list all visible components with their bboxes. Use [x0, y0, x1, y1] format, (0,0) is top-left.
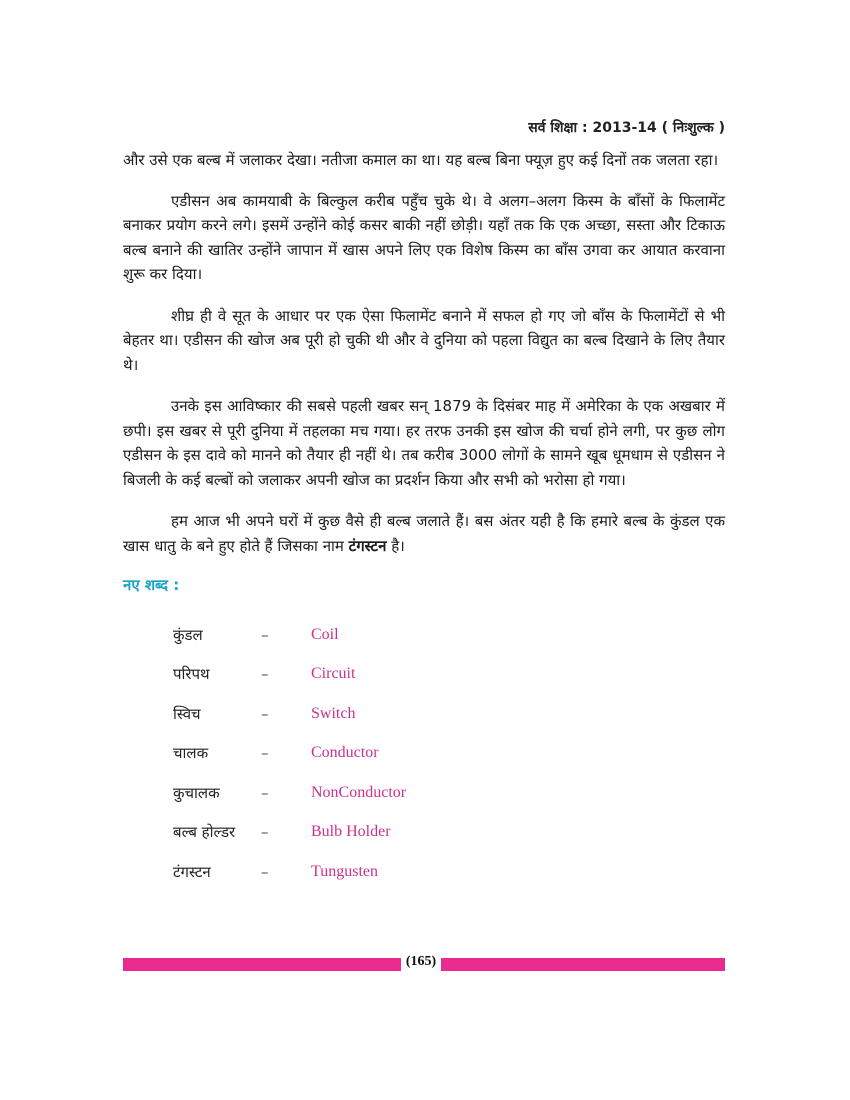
vocab-dash: –	[261, 704, 269, 723]
paragraph: शीघ्र ही वे सूत के आधार पर एक ऐसा फिलामेंट बनाने में सफल हो गए जो बाँस के फिलामेंटों से भी बेहतर था। एडीसन की खोज अब पूरी हो चुकी थी और वे दुनिया को पहला विद्युत का बल्ब दिखाने के लिए तैयार थे।	[123, 306, 725, 374]
footer-bar-left	[123, 958, 401, 971]
page-content	[123, 148, 725, 892]
paragraph-end: है।	[391, 536, 405, 555]
bold-term: टंगस्टन	[348, 536, 387, 555]
vocab-title: नए शब्द :	[123, 576, 180, 594]
vocab-hindi: टंगस्टन	[173, 862, 211, 881]
vocab-dash: –	[261, 783, 269, 802]
vocab-row	[173, 615, 725, 655]
page-header: सर्व शिक्षा : 2013-14 ( निःशुल्क )	[528, 120, 725, 136]
vocab-english: Coil	[311, 625, 339, 643]
vocab-row	[173, 813, 725, 853]
vocab-dash: –	[261, 862, 269, 881]
vocab-english: NonConductor	[311, 783, 407, 801]
vocab-dash: –	[261, 625, 269, 644]
footer-bar-right	[441, 958, 725, 971]
paragraph: एडीसन अब कामयाबी के बिल्कुल करीब पहुँच चुके थे। वे अलग–अलग किस्म के बाँसों के फिलामेंट बनाकर प्रयोग करने लगे। इसमें उन्होंने कोई कसर बाकी नहीं छोड़ी। यहाँ तक कि एक अच्छा, सस्ता और टिकाऊ बल्ब बनाने की खातिर उन्होंने जापान में खास अपने लिए एक विशेष किस्म का बाँस उगवा कर आयात करवाना शुरू कर दिया।	[123, 191, 725, 283]
vocab-hindi: स्विच	[173, 704, 201, 723]
vocab-row	[173, 655, 725, 695]
page-number: (165)	[405, 954, 437, 969]
vocab-english: Circuit	[311, 665, 356, 683]
vocab-hindi: कुंडल	[173, 625, 203, 644]
vocab-row	[173, 773, 725, 813]
vocab-dash: –	[261, 744, 269, 763]
vocab-hindi: कुचालक	[173, 783, 220, 802]
vocab-hindi: चालक	[173, 744, 209, 763]
vocab-hindi: बल्ब होल्डर	[173, 823, 236, 842]
vocab-row	[173, 734, 725, 774]
vocab-row	[173, 852, 725, 892]
vocab-row	[173, 694, 725, 734]
vocab-english: Tungusten	[311, 862, 378, 880]
paragraph-text: हम आज भी अपने घरों में कुछ वैसे ही बल्ब जलाते हैं। बस अंतर यही है कि हमारे बल्ब के कुंडल एक खास धातु के बने हुए होते हैं जिसका नाम	[123, 512, 725, 555]
vocab-dash: –	[261, 823, 269, 842]
vocab-english: Bulb Holder	[311, 823, 391, 841]
vocab-dash: –	[261, 665, 269, 684]
vocab-list	[173, 615, 725, 892]
vocab-english: Conductor	[311, 744, 379, 762]
vocab-hindi: परिपथ	[173, 665, 210, 684]
paragraph: उनके इस आविष्कार की सबसे पहली खबर सन् 1879 के दिसंबर माह में अमेरिका के एक अखबार में छपी। इस खबर से पूरी दुनिया में तहलका मच गया। हर तरफ उनकी इस खोज की चर्चा होने लगी, पर कुछ लोग एडीसन के इस दावे को मानने को तैयार ही नहीं थे। तब करीब 3000 लोगों के सामने खूब धूमधाम से एडीसन ने बिजली के कई बल्बों को जलाकर अपनी खोज का प्रदर्शन किया और सभी को भरोसा हो गया।	[123, 397, 725, 489]
paragraph: और उसे एक बल्ब में जलाकर देखा। नतीजा कमाल का था। यह बल्ब बिना फ्यूज़ हुए कई दिनों तक जलता रहा।	[123, 151, 719, 169]
vocab-english: Switch	[311, 704, 356, 722]
paragraph-last	[123, 509, 725, 558]
